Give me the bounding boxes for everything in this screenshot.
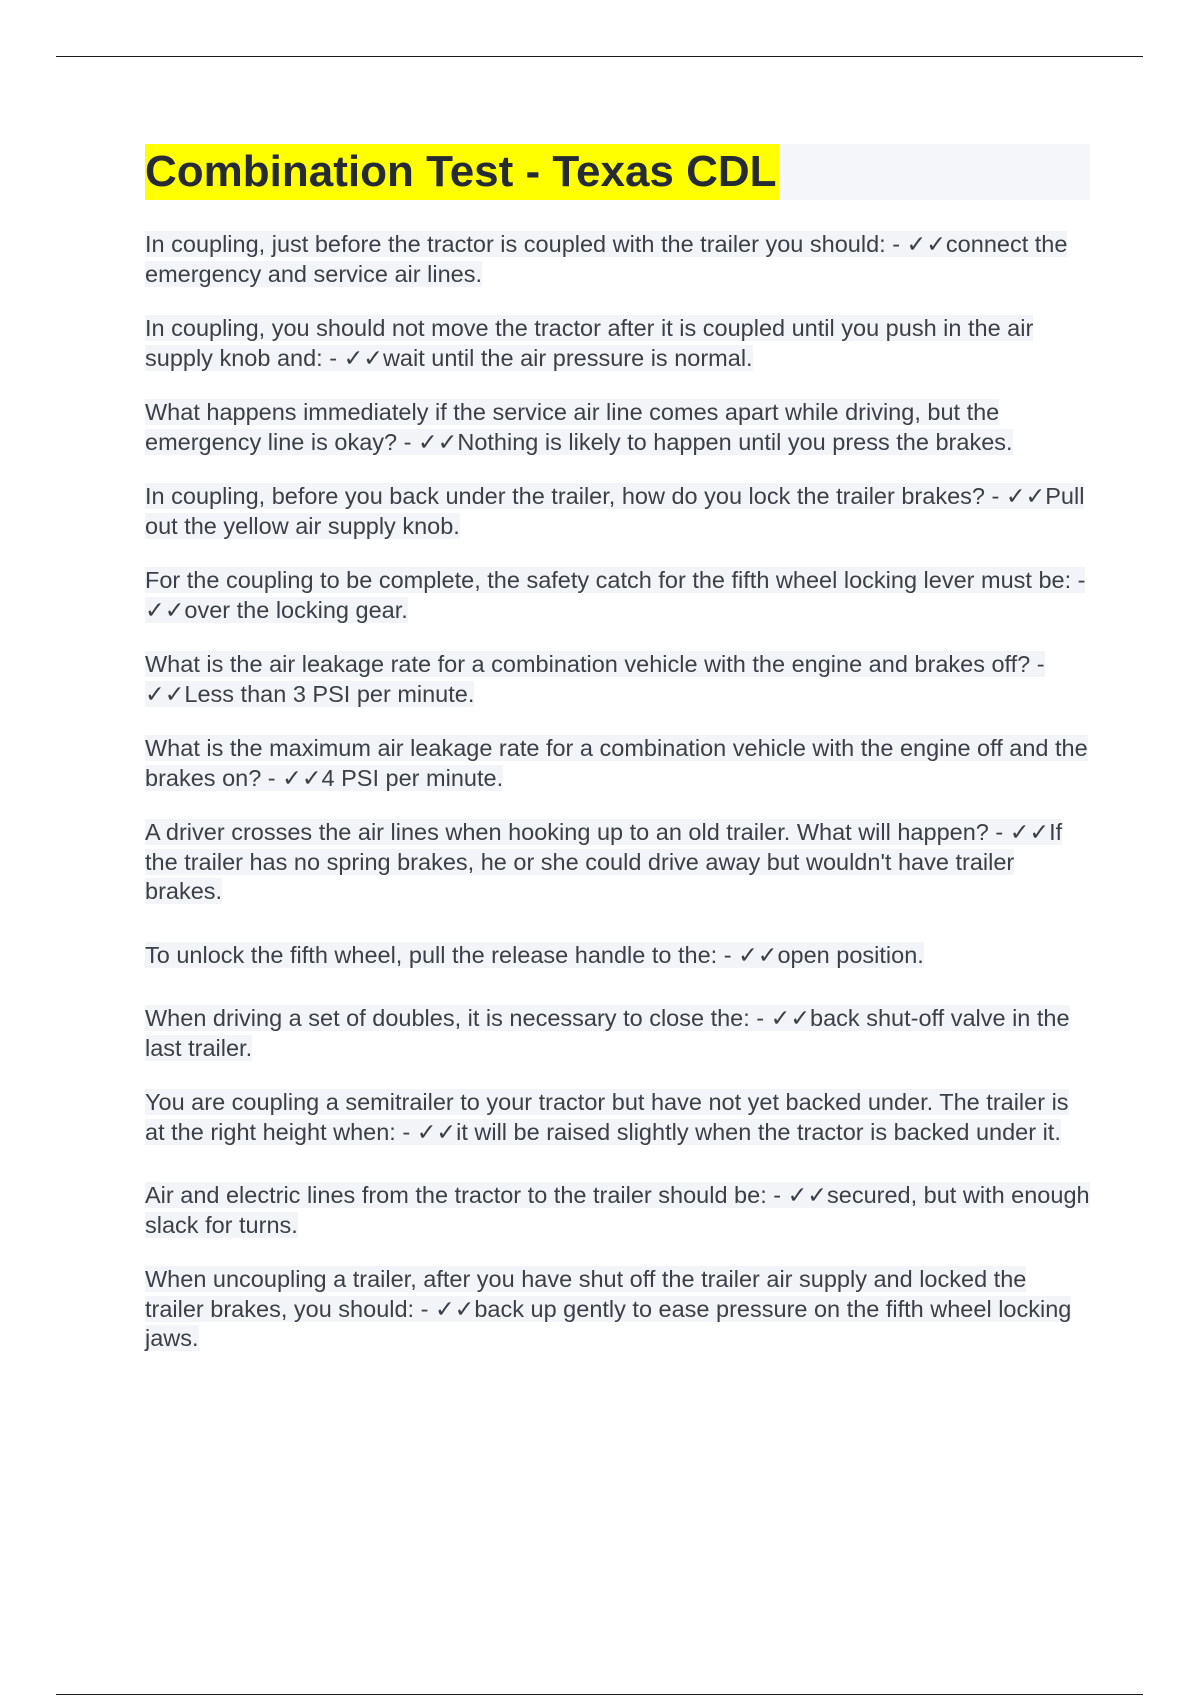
qa-item-8 [145,818,1090,907]
qa-item-13 [145,1265,1090,1354]
page-title: Combination Test - Texas CDL [145,144,779,200]
document-body [145,144,1090,1379]
qa-text: A driver crosses the air lines when hooking up to an old trailer. What will happen? - ✓✓If the trailer has no spring brakes, he or she could drive away but wouldn't have trailer brakes. [145,819,1063,904]
qa-text: What is the maximum air leakage rate for a combination vehicle with the engine off and the brakes on? - ✓✓4 PSI per minute. [145,735,1088,791]
qa-text: To unlock the fifth wheel, pull the release handle to the: - ✓✓open position. [145,941,924,968]
qa-text: For the coupling to be complete, the safety catch for the fifth wheel locking lever must be: - ✓✓over the locking gear. [145,567,1086,623]
qa-text: You are coupling a semitrailer to your tractor but have not yet backed under. The trailer is at the right height when: - ✓✓it will be raised slightly when the tractor is backed under it. [145,1089,1069,1145]
qa-text: In coupling, you should not move the tractor after it is coupled until you push in the air supply knob and: - ✓✓wait until the air pressure is normal. [145,315,1034,371]
qa-text: When driving a set of doubles, it is necessary to close the: - ✓✓back shut-off valve in the last trailer. [145,1005,1070,1061]
qa-item-11 [145,1088,1090,1147]
qa-item-3 [145,398,1090,457]
qa-item-6 [145,650,1090,709]
qa-item-7 [145,734,1090,793]
qa-text: In coupling, just before the tractor is coupled with the trailer you should: - ✓✓connect the emergency and service air lines. [145,231,1068,287]
qa-item-5 [145,566,1090,625]
qa-item-1 [145,230,1090,289]
qa-item-9 [145,941,1090,971]
top-rule [56,56,1143,57]
qa-item-10 [145,1004,1090,1063]
qa-text: In coupling, before you back under the trailer, how do you lock the trailer brakes? - ✓✓Pull out the yellow air supply knob. [145,483,1085,539]
qa-text: What is the air leakage rate for a combination vehicle with the engine and brakes off? - ✓✓Less than 3 PSI per minute. [145,651,1045,707]
bottom-rule [56,1694,1143,1695]
qa-item-12 [145,1181,1090,1240]
qa-item-2 [145,314,1090,373]
title-band [145,144,1090,200]
qa-text: What happens immediately if the service air line comes apart while driving, but the emergency line is okay? - ✓✓Nothing is likely to happen until you press the brakes. [145,399,1013,455]
qa-text: Air and electric lines from the tractor to the trailer should be: - ✓✓secured, but with enough slack for turns. [145,1182,1090,1238]
qa-item-4 [145,482,1090,541]
qa-text: When uncoupling a trailer, after you have shut off the trailer air supply and locked the trailer brakes, you should: - ✓✓back up gently to ease pressure on the fifth wheel locking jaws. [145,1266,1072,1351]
